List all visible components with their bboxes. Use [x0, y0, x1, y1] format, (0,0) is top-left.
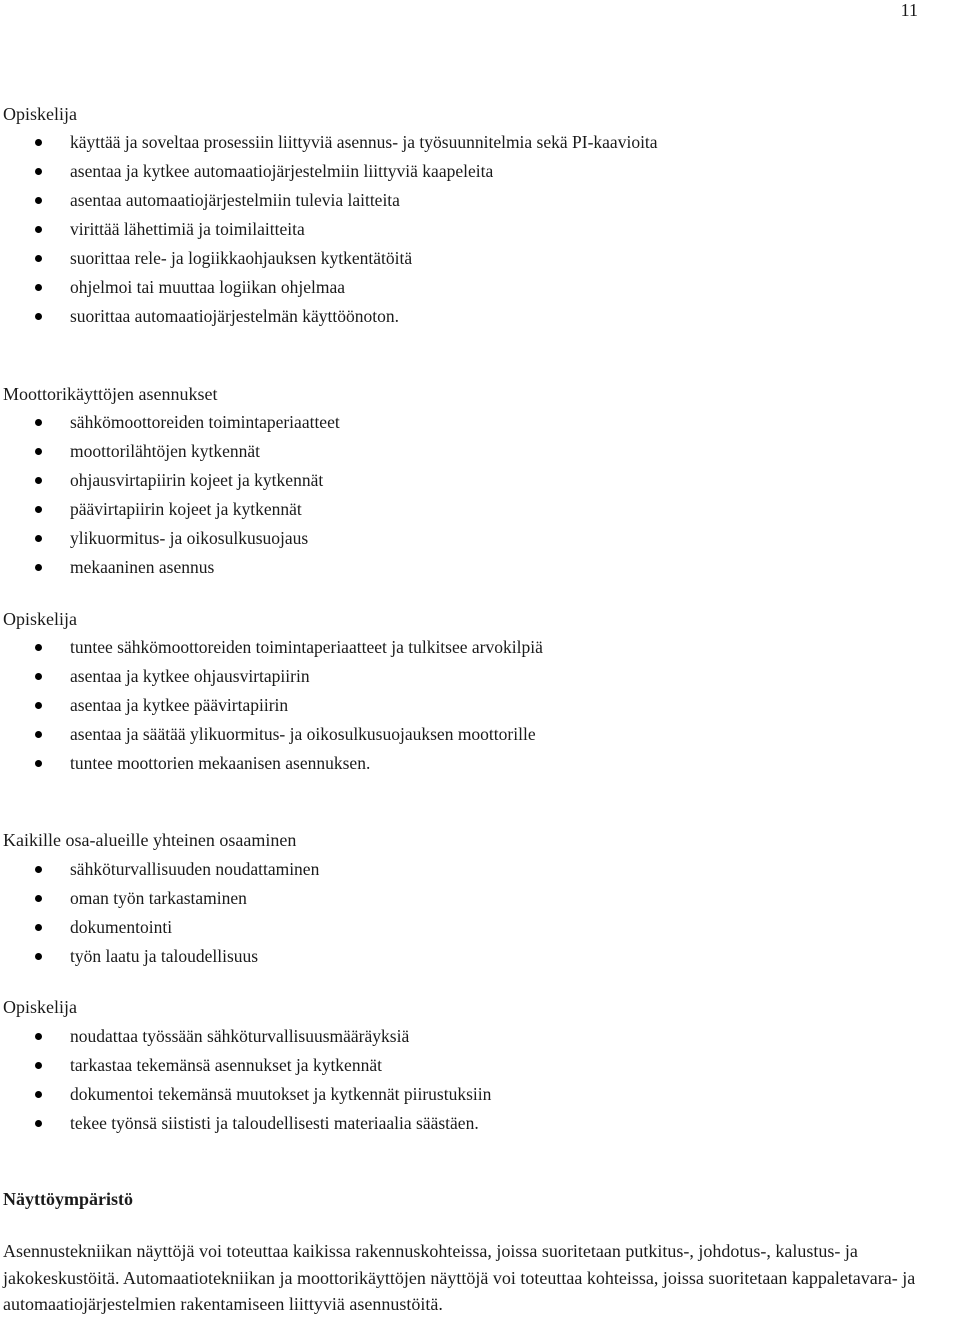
- list-item: tarkastaa tekemänsä asennukset ja kytkennät: [0, 1051, 491, 1080]
- section-label-opiskelija-1: Opiskelija: [3, 104, 77, 124]
- bullet-list-2: [0, 408, 340, 582]
- list-item: mekaaninen asennus: [0, 553, 340, 582]
- list-item: dokumentoi tekemänsä muutokset ja kytkennät piirustuksiin: [0, 1080, 491, 1109]
- section-label-opiskelija-2: Opiskelija: [3, 609, 77, 629]
- page-number: 11: [900, 0, 918, 20]
- bullet-list-3: [0, 633, 543, 778]
- list-item: dokumentointi: [0, 913, 319, 942]
- list-item: asentaa ja säätää ylikuormitus- ja oikosulkusuojauksen moottorille: [0, 720, 543, 749]
- list-item: oman työn tarkastaminen: [0, 884, 319, 913]
- list-item: ohjausvirtapiirin kojeet ja kytkennät: [0, 466, 340, 495]
- list-item: suorittaa rele- ja logiikkaohjauksen kytkentätöitä: [0, 244, 658, 273]
- section-label-motor-drives: Moottorikäyttöjen asennukset: [3, 384, 218, 404]
- list-item: asentaa ja kytkee automaatiojärjestelmiin liittyviä kaapeleita: [0, 157, 658, 186]
- list-item: suorittaa automaatiojärjestelmän käyttöönoton.: [0, 302, 658, 331]
- bullet-list-5: [0, 1022, 491, 1138]
- environment-heading: Näyttöympäristö: [3, 1189, 133, 1209]
- list-item: käyttää ja soveltaa prosessiin liittyviä asennus- ja työsuunnitelmia sekä PI-kaavioita: [0, 128, 658, 157]
- list-item: päävirtapiirin kojeet ja kytkennät: [0, 495, 340, 524]
- list-item: noudattaa työssään sähköturvallisuusmääräyksiä: [0, 1022, 491, 1051]
- list-item: työn laatu ja taloudellisuus: [0, 942, 319, 971]
- list-item: ylikuormitus- ja oikosulkusuojaus: [0, 524, 340, 553]
- list-item: moottorilähtöjen kytkennät: [0, 437, 340, 466]
- list-item: asentaa ja kytkee päävirtapiirin: [0, 691, 543, 720]
- list-item: ohjelmoi tai muuttaa logiikan ohjelmaa: [0, 273, 658, 302]
- list-item: asentaa ja kytkee ohjausvirtapiirin: [0, 662, 543, 691]
- list-item: sähkömoottoreiden toimintaperiaatteet: [0, 408, 340, 437]
- list-item: tekee työnsä siististi ja taloudellisesti materiaalia säästäen.: [0, 1109, 491, 1138]
- section-label-opiskelija-3: Opiskelija: [3, 997, 77, 1017]
- list-item: asentaa automaatiojärjestelmiin tulevia laitteita: [0, 186, 658, 215]
- environment-paragraph: Asennustekniikan näyttöjä voi toteuttaa kaikissa rakennuskohteissa, joissa suoritetaan putkitus-, johdotus-, kalustus- ja jakokeskustöitä. Automaatiotekniikan ja moottorikäyttöjen näyttöjä voi toteuttaa kohteissa, joissa suoritetaan kappaletavara- ja automaatiojärjestelmien rakentamiseen liittyviä asennustöitä.: [3, 1241, 916, 1314]
- list-item: tuntee sähkömoottoreiden toimintaperiaatteet ja tulkitsee arvokilpiä: [0, 633, 543, 662]
- bullet-list-1: [0, 128, 658, 331]
- section-label-common-skills: Kaikille osa-alueille yhteinen osaaminen: [3, 830, 297, 850]
- bullet-list-4: [0, 855, 319, 971]
- list-item: sähköturvallisuuden noudattaminen: [0, 855, 319, 884]
- list-item: tuntee moottorien mekaanisen asennuksen.: [0, 749, 543, 778]
- list-item: virittää lähettimiä ja toimilaitteita: [0, 215, 658, 244]
